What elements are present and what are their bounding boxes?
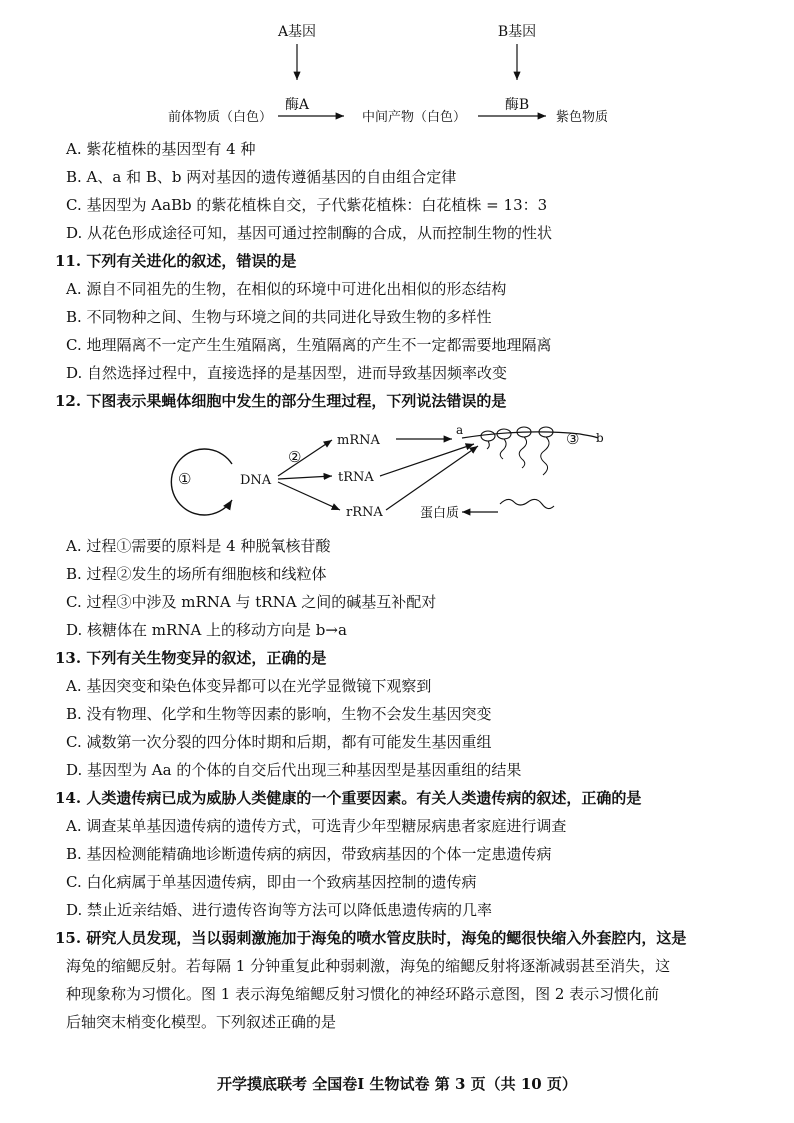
dna-label: DNA xyxy=(240,473,272,488)
q14-option-a: A. 调查某单基因遗传病的遗传方式，可选青少年型糖尿病患者家庭进行调查 xyxy=(66,817,567,835)
q11-option-d: D. 自然选择过程中，直接选择的是基因型，进而导致基因频率改变 xyxy=(66,364,508,382)
gene-b-label: B基因 xyxy=(497,24,537,40)
q14-stem: 14. 人类遗传病已成为威胁人类健康的一个重要因素。有关人类遗传病的叙述，正确的是 xyxy=(55,789,642,807)
q12-option-c: C. 过程③中涉及 mRNA 与 tRNA 之间的碱基互补配对 xyxy=(66,593,437,611)
q12-option-b: B. 过程②发生的场所有细胞核和线粒体 xyxy=(66,565,327,583)
q14-option-d: D. 禁止近亲结婚、进行遗传咨询等方法可以降低患遗传病的几率 xyxy=(66,901,493,919)
q10-option-c: C. 基因型为 AaBb 的紫花植株自交，子代紫花植株：白花植株 = 13：3 xyxy=(66,196,548,214)
expression-svg xyxy=(0,418,794,530)
intermediate-label: 中间产物（白色） xyxy=(362,110,467,125)
enzyme-a-label: 酶A xyxy=(284,97,310,113)
process-3-label: ③ xyxy=(566,430,580,448)
q11-option-c: C. 地理隔离不一定产生生殖隔离，生殖隔离的产生不一定都需要地理隔离 xyxy=(66,336,552,354)
q11-option-a: A. 源自不同祖先的生物，在相似的环境中可进化出相似的形态结构 xyxy=(66,280,507,298)
q12-option-d: D. 核糖体在 mRNA 上的移动方向是 b→a xyxy=(66,621,347,639)
q14-option-c: C. 白化病属于单基因遗传病，即由一个致病基因控制的遗传病 xyxy=(66,873,477,891)
q13-option-a: A. 基因突变和染色体变异都可以在光学显微镜下观察到 xyxy=(66,677,432,695)
process-2-label: ② xyxy=(288,448,302,466)
dna-to-mrna-arrow xyxy=(278,440,332,476)
q11-stem: 11. 下列有关进化的叙述，错误的是 xyxy=(55,252,297,270)
q15-line-1: 15. 研究人员发现，当以弱刺激施加于海兔的喷水管皮肤时，海兔的鳃很快缩入外套腔内，这是 xyxy=(55,929,687,947)
q13-option-d: D. 基因型为 Aa 的个体的自交后代出现三种基因型是基因重组的结果 xyxy=(66,761,522,779)
q12-stem: 12. 下图表示果蝇体细胞中发生的部分生理过程，下列说法错误的是 xyxy=(55,392,507,410)
q15-line-2: 海兔的缩鳃反射。若每隔 1 分钟重复此种弱刺激，海兔的缩鳃反射将逐渐减弱甚至消失，这 xyxy=(66,957,671,975)
protein-chain xyxy=(500,499,554,508)
product-label: 紫色物质 xyxy=(556,110,609,125)
rrna-to-ribosome-arrow xyxy=(386,446,478,510)
trna-to-ribosome-arrow xyxy=(380,444,474,476)
process-1-label: ① xyxy=(178,470,192,488)
mrna-label: mRNA xyxy=(337,433,380,448)
q15-line-3: 种现象称为习惯化。图 1 表示海兔缩鳃反射习惯化的神经环路示意图，图 2 表示习惯化前 xyxy=(66,985,660,1003)
q10-option-b: B. A、a 和 B、b 两对基因的遗传遵循基因的自由组合定律 xyxy=(66,168,457,186)
dna-to-trna-arrow xyxy=(278,476,332,479)
page-footer: 开学摸底联考 全国卷Ⅰ 生物试卷 第 3 页（共 10 页） xyxy=(217,1075,577,1093)
q14-option-b: B. 基因检测能精确地诊断遗传病的病因，带致病基因的个体一定患遗传病 xyxy=(66,845,552,863)
protein-label: 蛋白质 xyxy=(420,506,460,521)
q15-line-4: 后轴突末梢变化模型。下列叙述正确的是 xyxy=(66,1013,337,1031)
precursor-label: 前体物质（白色） xyxy=(168,110,273,125)
peptide-1 xyxy=(487,441,489,449)
enzyme-b-label: 酶B xyxy=(504,97,530,113)
gene-a-label: A基因 xyxy=(277,24,317,40)
trna-label: tRNA xyxy=(338,470,374,485)
mrna-end-a-label: a xyxy=(456,423,464,437)
q10-option-d: D. 从花色形成途径可知，基因可通过控制酶的合成，从而控制生物的性状 xyxy=(66,224,553,242)
peptide-4 xyxy=(541,437,549,475)
ribosome-1 xyxy=(481,431,495,441)
pathway-svg xyxy=(0,10,794,132)
q11-option-b: B. 不同物种之间、生物与环境之间的共同进化导致生物的多样性 xyxy=(66,308,492,326)
rrna-label: rRNA xyxy=(346,505,383,520)
q12-option-a: A. 过程①需要的原料是 4 种脱氧核苷酸 xyxy=(66,537,331,555)
peptide-3 xyxy=(519,437,526,468)
q13-option-c: C. 减数第一次分裂的四分体时期和后期，都有可能发生基因重组 xyxy=(66,733,492,751)
q10-option-a: A. 紫花植株的基因型有 4 种 xyxy=(66,140,256,158)
dna-to-rrna-arrow xyxy=(278,482,340,510)
peptide-2 xyxy=(500,439,506,459)
flower-color-pathway-diagram xyxy=(0,10,794,132)
mrna-end-b-label: b xyxy=(596,431,604,445)
q13-stem: 13. 下列有关生物变异的叙述，正确的是 xyxy=(55,649,327,667)
q13-option-b: B. 没有物理、化学和生物等因素的影响，生物不会发生基因突变 xyxy=(66,705,492,723)
gene-expression-diagram xyxy=(0,418,794,530)
